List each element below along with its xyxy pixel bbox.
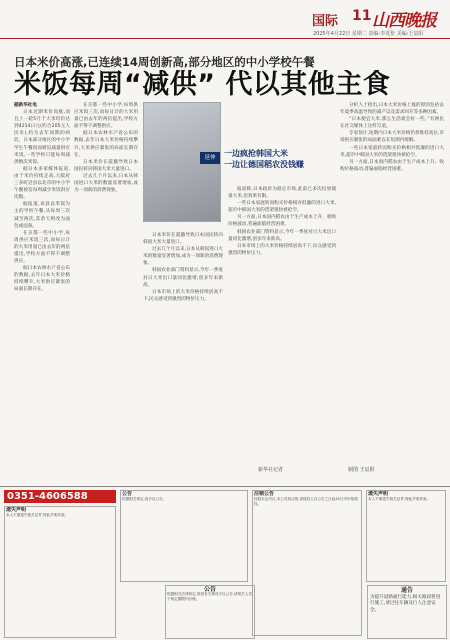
sidebar-callout xyxy=(200,146,330,180)
paragraph: 日本米价在震撼导致日本国民转向韩国大米大量进口。 xyxy=(74,159,138,172)
notice-title: 通告 xyxy=(400,587,413,594)
article-headline: 米饭每周“减供” 代以其他主食 xyxy=(14,70,391,100)
classified-ad xyxy=(4,506,116,638)
paragraph: 过去几个月以来,日本从韩国进口大米的数量显著增加,成为一项新的消费现象。 xyxy=(143,247,223,267)
article-column-4 xyxy=(228,186,336,462)
paragraph: 另一方面,日本国内稻农由于生产成本上升、收购价格波动,普遍面临经营困难。 xyxy=(340,159,444,172)
paragraph: 日本米价在震撼导致日本国民转向韩国大米大量进口。 xyxy=(143,233,223,246)
public-notice xyxy=(165,585,255,639)
paragraph: 另一方面,日本国内稻农由于生产成本上升、收购价格波动,普遍面临经营困难。 xyxy=(228,215,336,228)
ad-title: 遗失声明 xyxy=(368,491,389,497)
paragraph: 一些日本家庭转而购买价格相对低廉的进口大米,超市中韩国大米的货架很快被抢空。 xyxy=(340,145,444,158)
newspaper-logo: 山西晚报 xyxy=(372,11,436,31)
article-byline: 据新华社电 xyxy=(14,103,37,108)
classified-ad xyxy=(366,490,446,582)
section-name: 国际 xyxy=(312,14,339,29)
page-number: 11 xyxy=(352,8,372,24)
ad-text: 本人不慎遗失相关证件,特此声明作废。 xyxy=(368,497,431,502)
paragraph: 据报道,该县以米饭为主的学校午餐,从每周三次减至两次,其余天则改为面包或面条。 xyxy=(14,202,70,229)
paragraph: 一些日本家庭转而购买价格相对低廉的进口大米,超市中韩国大米的货架很快被抢空。 xyxy=(228,201,336,214)
editor-credit: 制图 王辰阳 xyxy=(348,467,375,473)
paragraph: 据日本农林水产省公布的数据,去年日本大米价格持续攀升,大米供应紧张的局面长期存在。 xyxy=(14,266,70,293)
ad-phone-banner: 0351-4606588 xyxy=(4,490,116,503)
paragraph: 日本市场上的大米价格持续居高不下,民众感受到强烈的物价压力。 xyxy=(228,243,336,256)
article-column-3 xyxy=(143,232,223,480)
paragraph: 在京都一些中小学,每周供应米饭三次,而每日计的大米用量已由去年的两倍提出,学校方面不得不调整供应。 xyxy=(74,103,138,130)
callout-title-2: 一边让德国稻农没钱赚 xyxy=(224,160,304,169)
article-column-2 xyxy=(74,102,138,482)
paragraph: “日本便宜大米,那么生活就会好一些。”有网民在社交媒体上这样写道。 xyxy=(340,117,444,130)
paragraph: 日本市场上的大米价格持续居高不下,民众感受到强烈的物价压力。 xyxy=(143,289,223,302)
ad-text: 依据相关规定,现予以公告。 xyxy=(122,497,167,502)
callout-tag: 延伸 xyxy=(200,152,220,164)
paragraph: 专家预计,短期内日本大米价格仍将维持高位,市场供应紧张的局面难以在短期内缓解。 xyxy=(340,131,444,144)
traffic-notice xyxy=(367,585,447,639)
notice-title: 公告 xyxy=(203,586,216,593)
paragraph: 分析人士指出,日本大米价格上涨的原因包括去年夏季高温导致的减产以及需求回升等多种因素。 xyxy=(340,103,444,116)
article-column-1 xyxy=(14,102,70,482)
notice-text: 为提升道路通行能力,相关路段将进行施工,请过往车辆及行人注意安全。 xyxy=(370,594,441,613)
paragraph: 据日本农林水产省公布的数据,去年日本大米价格持续攀升,大米供应紧张的局面长期存在。 xyxy=(74,131,138,158)
issue-meta: 2025年4月22日 星期二 责编:李兆伦 美编:王辰阳 xyxy=(313,31,424,37)
ad-title: 遗失声明 xyxy=(6,507,27,513)
paragraph: 在京都一些中小学,每周供应米饭三次,而每日计的大米用量已由去年的两倍提出,学校方面不得不调整供应。 xyxy=(14,230,70,265)
article-column-5 xyxy=(340,102,444,460)
paragraph: 据日本多家媒体报道,由于米价持续走高,大阪府三多町近县以北市的中小学午餐被迫每周减少米饭供应次数。 xyxy=(14,166,70,201)
paragraph: 日本近期米价高涨,而且上一轮5月于大米均价达到4214日元(约合205元人民币),约为去年同期的两倍。日本部分地区的中小学学生午餐因而被迫减量供应米饭,一些学校只能每周减供数次米饭。 xyxy=(14,110,70,165)
paragraph: 报道称,日本政府为稳定市场,此前已多次投放储备大米,但效果有限。 xyxy=(228,187,336,200)
article-kicker: 日本米价高涨,已连续14周创新高,部分地区的中小学校午餐 xyxy=(14,55,315,69)
header-rule xyxy=(0,38,450,39)
ads-divider xyxy=(0,486,450,487)
ad-title: 公告 xyxy=(122,491,133,497)
author-credit: 新华社记者 xyxy=(258,467,284,473)
paragraph: 过去几个月以来,日本从韩国进口大米的数量显著增加,成为一项新的消费现象。 xyxy=(74,173,138,194)
paragraph: 韩国农业部门资料显示,今年一季度对日大米出口量同比激增,创多年来新高。 xyxy=(228,229,336,242)
ad-text: 经股东会决议,本公司拟注销,请债权人自公告之日起45日内申报债权。 xyxy=(254,497,358,507)
paragraph: 韩国农业部门资料显示,今年一季度对日大米出口量同比激增,创多年来新高。 xyxy=(143,268,223,288)
classified-ad xyxy=(120,490,248,582)
ad-text: 本人不慎遗失相关证件,特此声明作废。 xyxy=(6,513,69,518)
page-header xyxy=(0,0,450,40)
notice-text: 根据相关法律规定,现将有关事项予以公告,请相关人员于规定期限内办理。 xyxy=(167,592,252,602)
callout-title-1: 一边疯抢韩国大米 xyxy=(224,149,288,158)
classified-ad xyxy=(252,490,362,636)
ad-title: 注销公告 xyxy=(254,491,275,497)
